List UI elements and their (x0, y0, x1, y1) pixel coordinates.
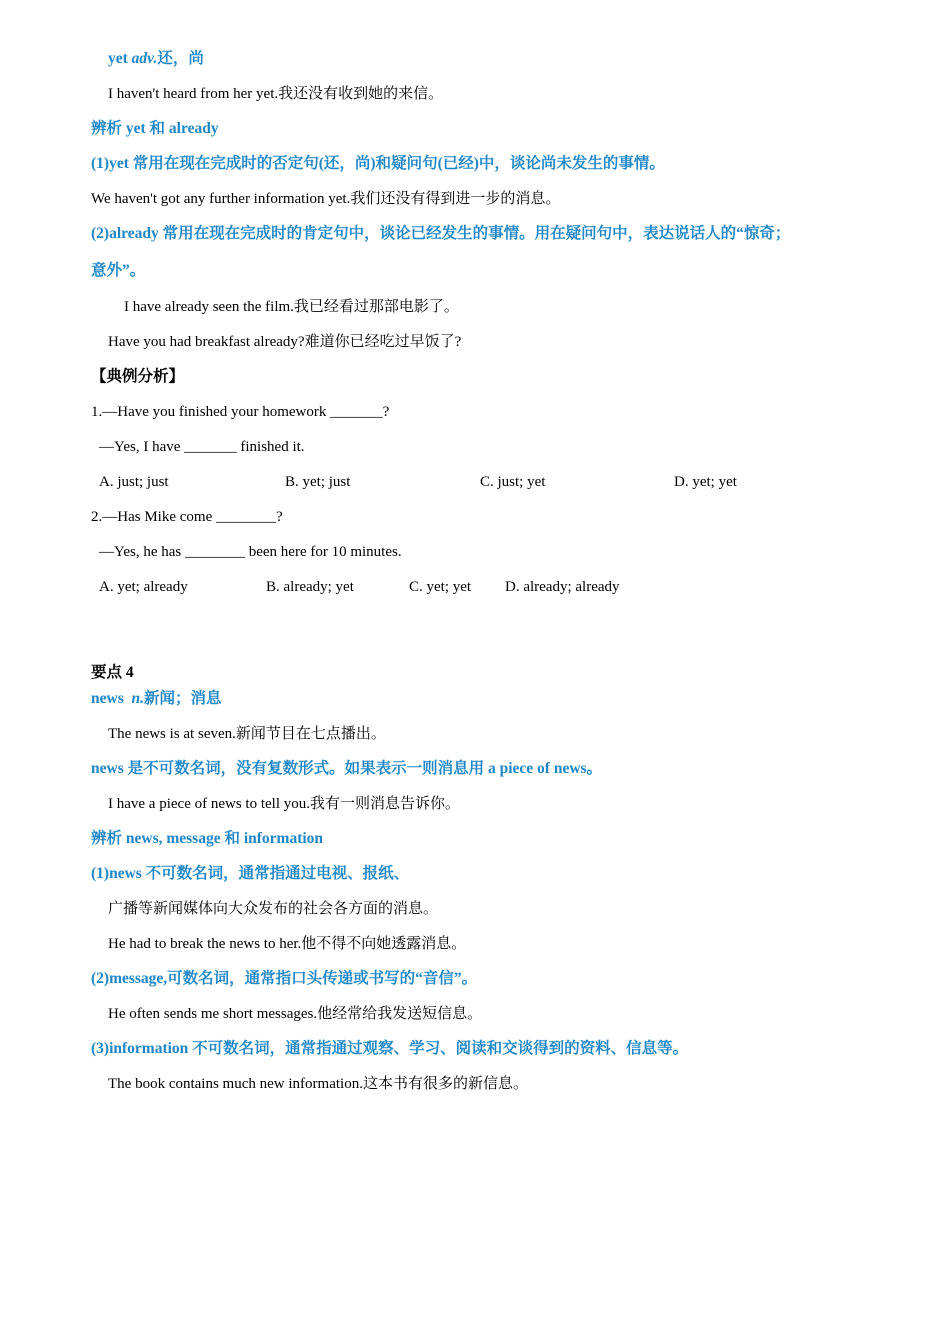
vocab-meaning: 新闻；消息 (143, 690, 222, 707)
vocab-entry-yet (108, 49, 204, 69)
analysis-title: 辨析 yet 和 already (91, 120, 219, 137)
analysis-point-continued: 广播等新闻媒体向大众发布的社会各方面的消息。 (108, 901, 439, 917)
question-2-option-c: C. yet; yet (409, 579, 472, 595)
question-1-option-d: D. yet; yet (674, 474, 737, 490)
vocab-pos: adv. (131, 50, 158, 67)
question-2-option-b: B. already; yet (266, 579, 354, 595)
question-2-option-d: D. already; already (505, 579, 620, 595)
question-2-answer-line: —Yes, he has ________ been here for 10 minutes. (99, 544, 402, 560)
question-1-answer-line: —Yes, I have _______ finished it. (99, 439, 305, 455)
question-2-option-a: A. yet; already (99, 579, 188, 595)
question-2: 2.—Has Mike come ________? (91, 509, 283, 525)
analysis-point: (1)yet 常用在现在完成时的否定句(还，尚)和疑问句(已经)中，谈论尚未发生的事情。 (91, 155, 665, 172)
vocab-meaning: 还，尚 (157, 50, 204, 67)
example-sentence: The news is at seven.新闻节目在七点播出。 (108, 726, 386, 742)
vocab-word: yet (108, 50, 128, 67)
question-1: 1.—Have you finished your homework _______? (91, 404, 390, 420)
vocab-pos: n. (131, 690, 144, 707)
analysis-title: 辨析 news, message 和 information (91, 830, 324, 847)
example-sentence: He often sends me short messages.他经常给我发送短信息。 (108, 1006, 483, 1022)
analysis-point: (3)information 不可数名词，通常指通过观察、学习、阅读和交谈得到的资料、信息等。 (91, 1040, 689, 1057)
section-title: 要点 4 (91, 664, 134, 681)
example-sentence: I haven't heard from her yet.我还没有收到她的来信。 (108, 86, 444, 102)
example-sentence: He had to break the news to her.他不得不向她透露消息。 (108, 936, 467, 952)
usage-note: news 是不可数名词，没有复数形式。如果表示一则消息用 a piece of news。 (91, 760, 603, 777)
analysis-point: (2)already 常用在现在完成时的肯定句中，谈论已经发生的事情。用在疑问句中，表达说话人的“惊奇； (91, 225, 791, 242)
vocab-entry-news (91, 689, 222, 709)
analysis-point-continued: 意外”。 (91, 262, 146, 279)
examples-title: 【典例分析】 (91, 368, 185, 385)
analysis-point: (2)message,可数名词，通常指口头传递或书写的“音信”。 (91, 970, 478, 987)
example-sentence: I have a piece of news to tell you.我有一则消息告诉你。 (108, 796, 461, 812)
example-sentence: Have you had breakfast already?难道你已经吃过早饭了? (108, 334, 462, 350)
example-sentence: I have already seen the film.我已经看过那部电影了。 (124, 299, 459, 315)
question-1-option-c: C. just; yet (480, 474, 546, 490)
analysis-point: (1)news 不可数名词，通常指通过电视、报纸、 (91, 865, 410, 882)
vocab-word: news (91, 690, 124, 707)
question-1-option-a: A. just; just (99, 474, 169, 490)
example-sentence: The book contains much new information.这本书有很多的新信息。 (108, 1076, 528, 1092)
example-sentence: We haven't got any further information yet.我们还没有得到进一步的消息。 (91, 191, 561, 207)
question-1-option-b: B. yet; just (285, 474, 351, 490)
